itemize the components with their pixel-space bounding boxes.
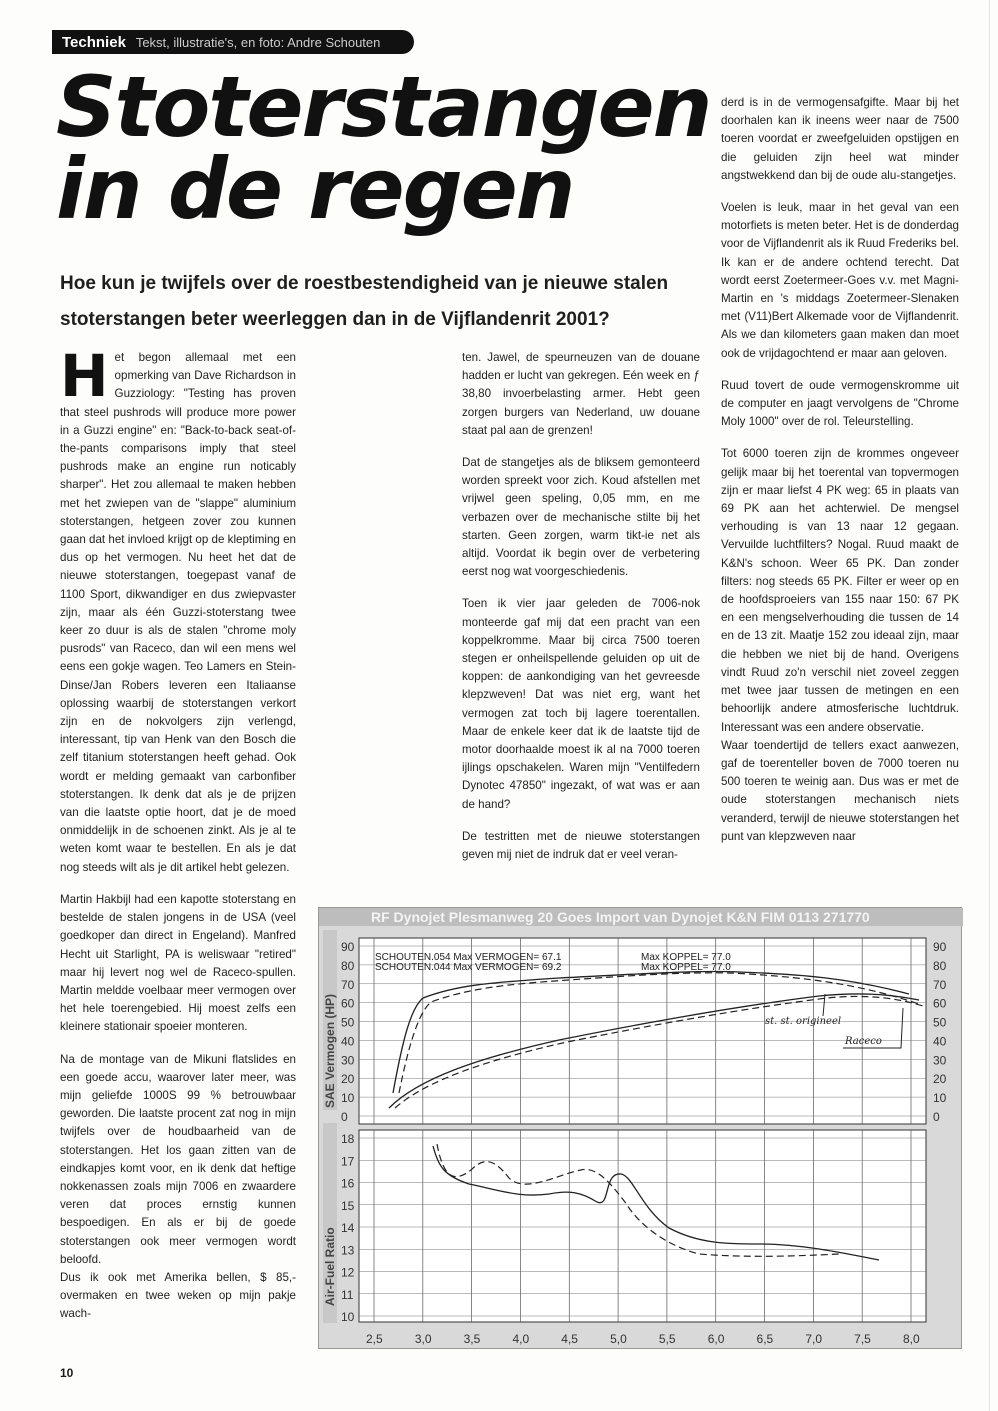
x-tick-label: 5,0 [610, 1332, 627, 1346]
page-edge [989, 0, 990, 1411]
title-line-1: Stoterstangen [56, 58, 711, 156]
x-tick-label: 6,0 [707, 1332, 725, 1346]
y-tick-label-left: 20 [341, 1072, 355, 1087]
paragraph: Toen ik vier jaar geleden de 7006-nok monteerde gaf mij dat een pracht van een koppelkromme. Maar bij circa 7500 toeren stegen er onheilspellende geluiden op uit de koppen: de aankondiging van het gevreesde klepzweven! Dat was niet erg, want het vermogen zat toch bij lagere toerentallen. Maar de enkele keer dat ik de laatste tijd de motor doorhaalde moest ik al na 7000 toeren ijlings opschakelen. Waren mijn "Ventilfedern Dynotec 47850" ingezakt, of wat was er aan de hand? [462, 597, 700, 811]
y-tick-label-right: 40 [933, 1034, 947, 1049]
afr-tick-label: 13 [341, 1243, 355, 1258]
y-tick-label-right: 30 [933, 1053, 947, 1068]
y-tick-label-left: 60 [341, 996, 355, 1011]
x-tick-label: 6,5 [756, 1332, 774, 1346]
paragraph: Dus ik ook met Amerika bellen, $ 85,- overmaken en twee weken op mijn pakje wach- [60, 1270, 296, 1321]
column-2 [462, 349, 700, 878]
paragraph-text: et begon allemaal met een opmerking van Dave Richardson in Guzziology: "Testing has proven that steel pushrods will produce more power in a Guzzi engine" en: "Back-to-back seat-of-the-pants comparisons imply that steel pushrods make an engine run noticably sharper". Het zou allemaal te maken hebben met het zwiepen van de "slappe" aluminium stoterstangen, hetgeen zover zou kunnen gaan dat het invloed krijgt op de kleptiming en dus op het vermogen. Nu heet het dat de nieuwe stoterstangen, toegepast vanaf de 1100 Sport, dikwandiger en dus zwiepvaster zijn, maar als één Guzzi-stoterstang twee keer zo duur is als de stalen "chrome moly pusrods" van Raceco, dan wil een mens wel eens een gokje wagen. Teo Lamers en Stein-Dinse/Jan Robers leveren een Italiaanse oplossing waarbij de stoterstangen verkort zijn en de nokvolgers zijn verlengd, interessant, tip van Henk van den Bosch die zelf titanium stoterstangen heeft gehad. Ook wordt er melding gemaakt van carbonfiber stoterstangen. Ik denk dat als je de prijzen van die laatste optie hoort, dat je de moed onmiddelijk in de schoenen zinkt. Als je al te weten komt waar te bestellen. En als je dat nog steeds wilt als je dit artikel hebt gelezen. [60, 351, 296, 874]
afr-tick-label: 11 [341, 1287, 354, 1302]
y-tick-label-left: 40 [341, 1034, 355, 1049]
x-tick-label: 4,0 [512, 1332, 530, 1346]
paragraph: De testritten met de nieuwe stoterstangen geven mij niet de indruk dat er veel veran- [462, 829, 700, 862]
page-number: 10 [60, 1366, 74, 1380]
paragraph: derd is in de vermogensafgifte. Maar bij het doorhalen kan ik ineens weer naar de 7500 toeren voordat er zweefgeluiden opstijgen en die geluiden zijn heel wat minder angstwekkend dan bij de oude alu-stangetjes. [721, 96, 959, 182]
author-credit: Tekst, illustratie's, en foto: Andre Schouten [135, 35, 381, 50]
legend-koppel-044: Max KOPPEL= 77.0 [641, 962, 731, 973]
y-axis-label-afr: Air-Fuel Ratio [323, 1227, 337, 1306]
y-tick-label-right: 70 [933, 977, 947, 992]
paragraph: ten. Jawel, de speurneuzen van de douane hadden er lucht van gekregen. Eén week en ƒ 38,80 invoerbelasting armer. Hebt geen zorgen burgers van Nederland, uw douane staat pal aan de grenzen! [462, 351, 700, 437]
section-header [52, 30, 414, 54]
y-tick-label-left: 70 [341, 977, 355, 992]
x-tick-label: 7,0 [805, 1332, 823, 1346]
y-tick-label-right: 60 [933, 996, 947, 1011]
paragraph: Dat de stangetjes als de bliksem gemonteerd worden spreekt voor zich. Koud afstellen met vrijwel geen speling, 0,05 mm, en me verbazen over de mechanische stilte bij het starten. Geen zorgen, warm tikt-ie net als altijd. Voordat ik begin over de verbetering eerst nog wat voorgeschiedenis. [462, 456, 700, 579]
y-tick-label-left: 50 [341, 1015, 355, 1030]
y-tick-label-right: 20 [933, 1072, 947, 1087]
annotation-raceco: Raceco [845, 1036, 882, 1047]
y-tick-label-left: 30 [341, 1053, 355, 1068]
y-tick-label-right: 80 [933, 958, 947, 973]
drop-cap: H [60, 342, 109, 410]
y-tick-label-left: 10 [341, 1091, 355, 1106]
dyno-chart-svg [319, 908, 963, 1350]
y-axis-label-power: SAE Vermogen (HP) [323, 993, 337, 1108]
x-tick-label: 5,5 [658, 1332, 676, 1346]
y-tick-label-right: 90 [933, 940, 947, 954]
annotation-original: st. st. origineel [765, 1016, 842, 1027]
paragraph: Waar toendertijd de tellers exact aanwezen, gaf de toerenteller boven de 7000 toeren nu 500 toeren te weinig aan. Dus was er met de oude stoterstangen mechanisch niets veranderd, terwijl de nieuwe stoterstangen het punt van klepzweven naar [721, 738, 959, 843]
afr-tick-label: 10 [341, 1310, 355, 1324]
afr-tick-label: 18 [341, 1132, 355, 1146]
paragraph: Tot 6000 toeren zijn de krommes ongeveer gelijk maar bij het toerental van topvermogen zijn er maar liefst 4 PK weg: 65 in plaats van 69 PK aan het achterwiel. De mengsel verhouding is van 13 naar 12 gegaan. Vervuilde luchtfilters? Nogal. Ruud maakt de K&N's schoon. Weer 65 PK. Dan zonder filters: nog steeds 65 PK. Filter er weer op en de hoofdsproeiers van 155 naar 150: 67 PK en een mengselverhouding die tussen de 14 en de 13 zit. Maatje 152 zou ideaal zijn, maar die hebben we niet bij de hand. Overigens vindt Ruud zo'n verschil niet zoveel zeggen met twee jaar tussen de metingen en een behoorlijk andere atmosferische luchtdruk. Interessant was een andere observatie. [721, 447, 959, 734]
column-1 [60, 342, 296, 1338]
y-tick-label-right: 0 [933, 1110, 940, 1124]
x-tick-label: 4,5 [561, 1332, 578, 1346]
afr-plot-area [359, 1130, 926, 1322]
legend-run-044: SCHOUTEN.044 Max VERMOGEN= 69.2 [375, 962, 562, 973]
legend-run-054: SCHOUTEN.054 Max VERMOGEN= 67.1 [375, 952, 562, 963]
x-tick-label: 2,5 [366, 1332, 383, 1346]
y-tick-label-left: 90 [341, 940, 355, 954]
legend-koppel-054: Max KOPPEL= 77.0 [641, 952, 731, 963]
title-line-2: in de regen [56, 140, 574, 238]
x-tick-label: 7,5 [854, 1332, 871, 1346]
afr-tick-label: 15 [341, 1198, 355, 1213]
x-tick-label: 3,5 [463, 1332, 481, 1346]
y-tick-label-right: 10 [933, 1091, 947, 1106]
y-tick-label-right: 50 [933, 1015, 947, 1030]
x-tick-label: 3,0 [414, 1332, 432, 1346]
paragraph: Na de montage van de Mikuni flatslides en een goede accu, waarover later meer, was mijn geliefde 1000S 99 % betrouwbaar geworden. Die laatste procent zat nog in mijn twijfels over de houdbaarheid van de stoterstangen. Het los gaan zitten van de eindkapjes komt voor, en ik denk dat heftige nokkenassen zoals mijn 7006 en zwaardere veren dat proces ernstig kunnen bespoedigen. En als er bij de goede stoterstangen ook meer vermogen wordt beloofd. [60, 1052, 296, 1266]
afr-tick-label: 14 [341, 1221, 355, 1235]
column-3 [721, 94, 959, 860]
y-tick-label-left: 0 [341, 1110, 348, 1124]
afr-tick-label: 12 [341, 1265, 355, 1280]
x-tick-label: 8,0 [903, 1332, 920, 1346]
article-lead: Hoe kun je twijfels over de roestbestendigheid van je nieuwe stalen stoterstangen beter weerleggen dan in de Vijflandenrit 2001? [60, 273, 669, 330]
y-tick-label-left: 80 [341, 958, 355, 973]
section-name: Techniek [62, 34, 126, 51]
paragraph [60, 342, 296, 877]
paragraph: Voelen is leuk, maar in het geval van een motorfiets is meten beter. Het is de donderdag voor de Vijflandenrit als ik Ruud Frederiks bel. Ik kan er de andere ochtend terecht. Dat wordt eerst Zoetermeer-Goes v.v. met Magni-Martin en 's middags Zoetermeer-Slenaken met (V11)Bert Alkemade voor de Vijflandenrit. Als we dan kilometers gaan maken dan moet ook de vrijdagochtend er maar aan geloven. [721, 201, 959, 360]
paragraph: Ruud tovert de oude vermogenskromme uit de computer en jaagt vervolgens de "Chrome Moly 1000" over de rol. Teleurstelling. [721, 378, 959, 429]
afr-tick-label: 17 [341, 1154, 355, 1169]
article-title [56, 58, 716, 238]
chart-header: RF Dynojet Plesmanweg 20 Goes Import van Dynojet K&N FIM 0113 271770 [371, 909, 870, 925]
paragraph: Martin Hakbijl had een kapotte stoterstang en bestelde de stalen jongens in de USA (veel goedkoper dan direct in Engeland). Manfred Hecht uit Starlight, PA is weliswaar "retired" maar hij levert nog wel de Raceco-spullen. Martin meldde voelbaar meer vermogen over het hele toerengebied. Hij moest zelfs een kleinere stationair spoeier monteren. [60, 892, 296, 1034]
afr-tick-label: 16 [341, 1176, 355, 1191]
dyno-chart [318, 907, 962, 1349]
